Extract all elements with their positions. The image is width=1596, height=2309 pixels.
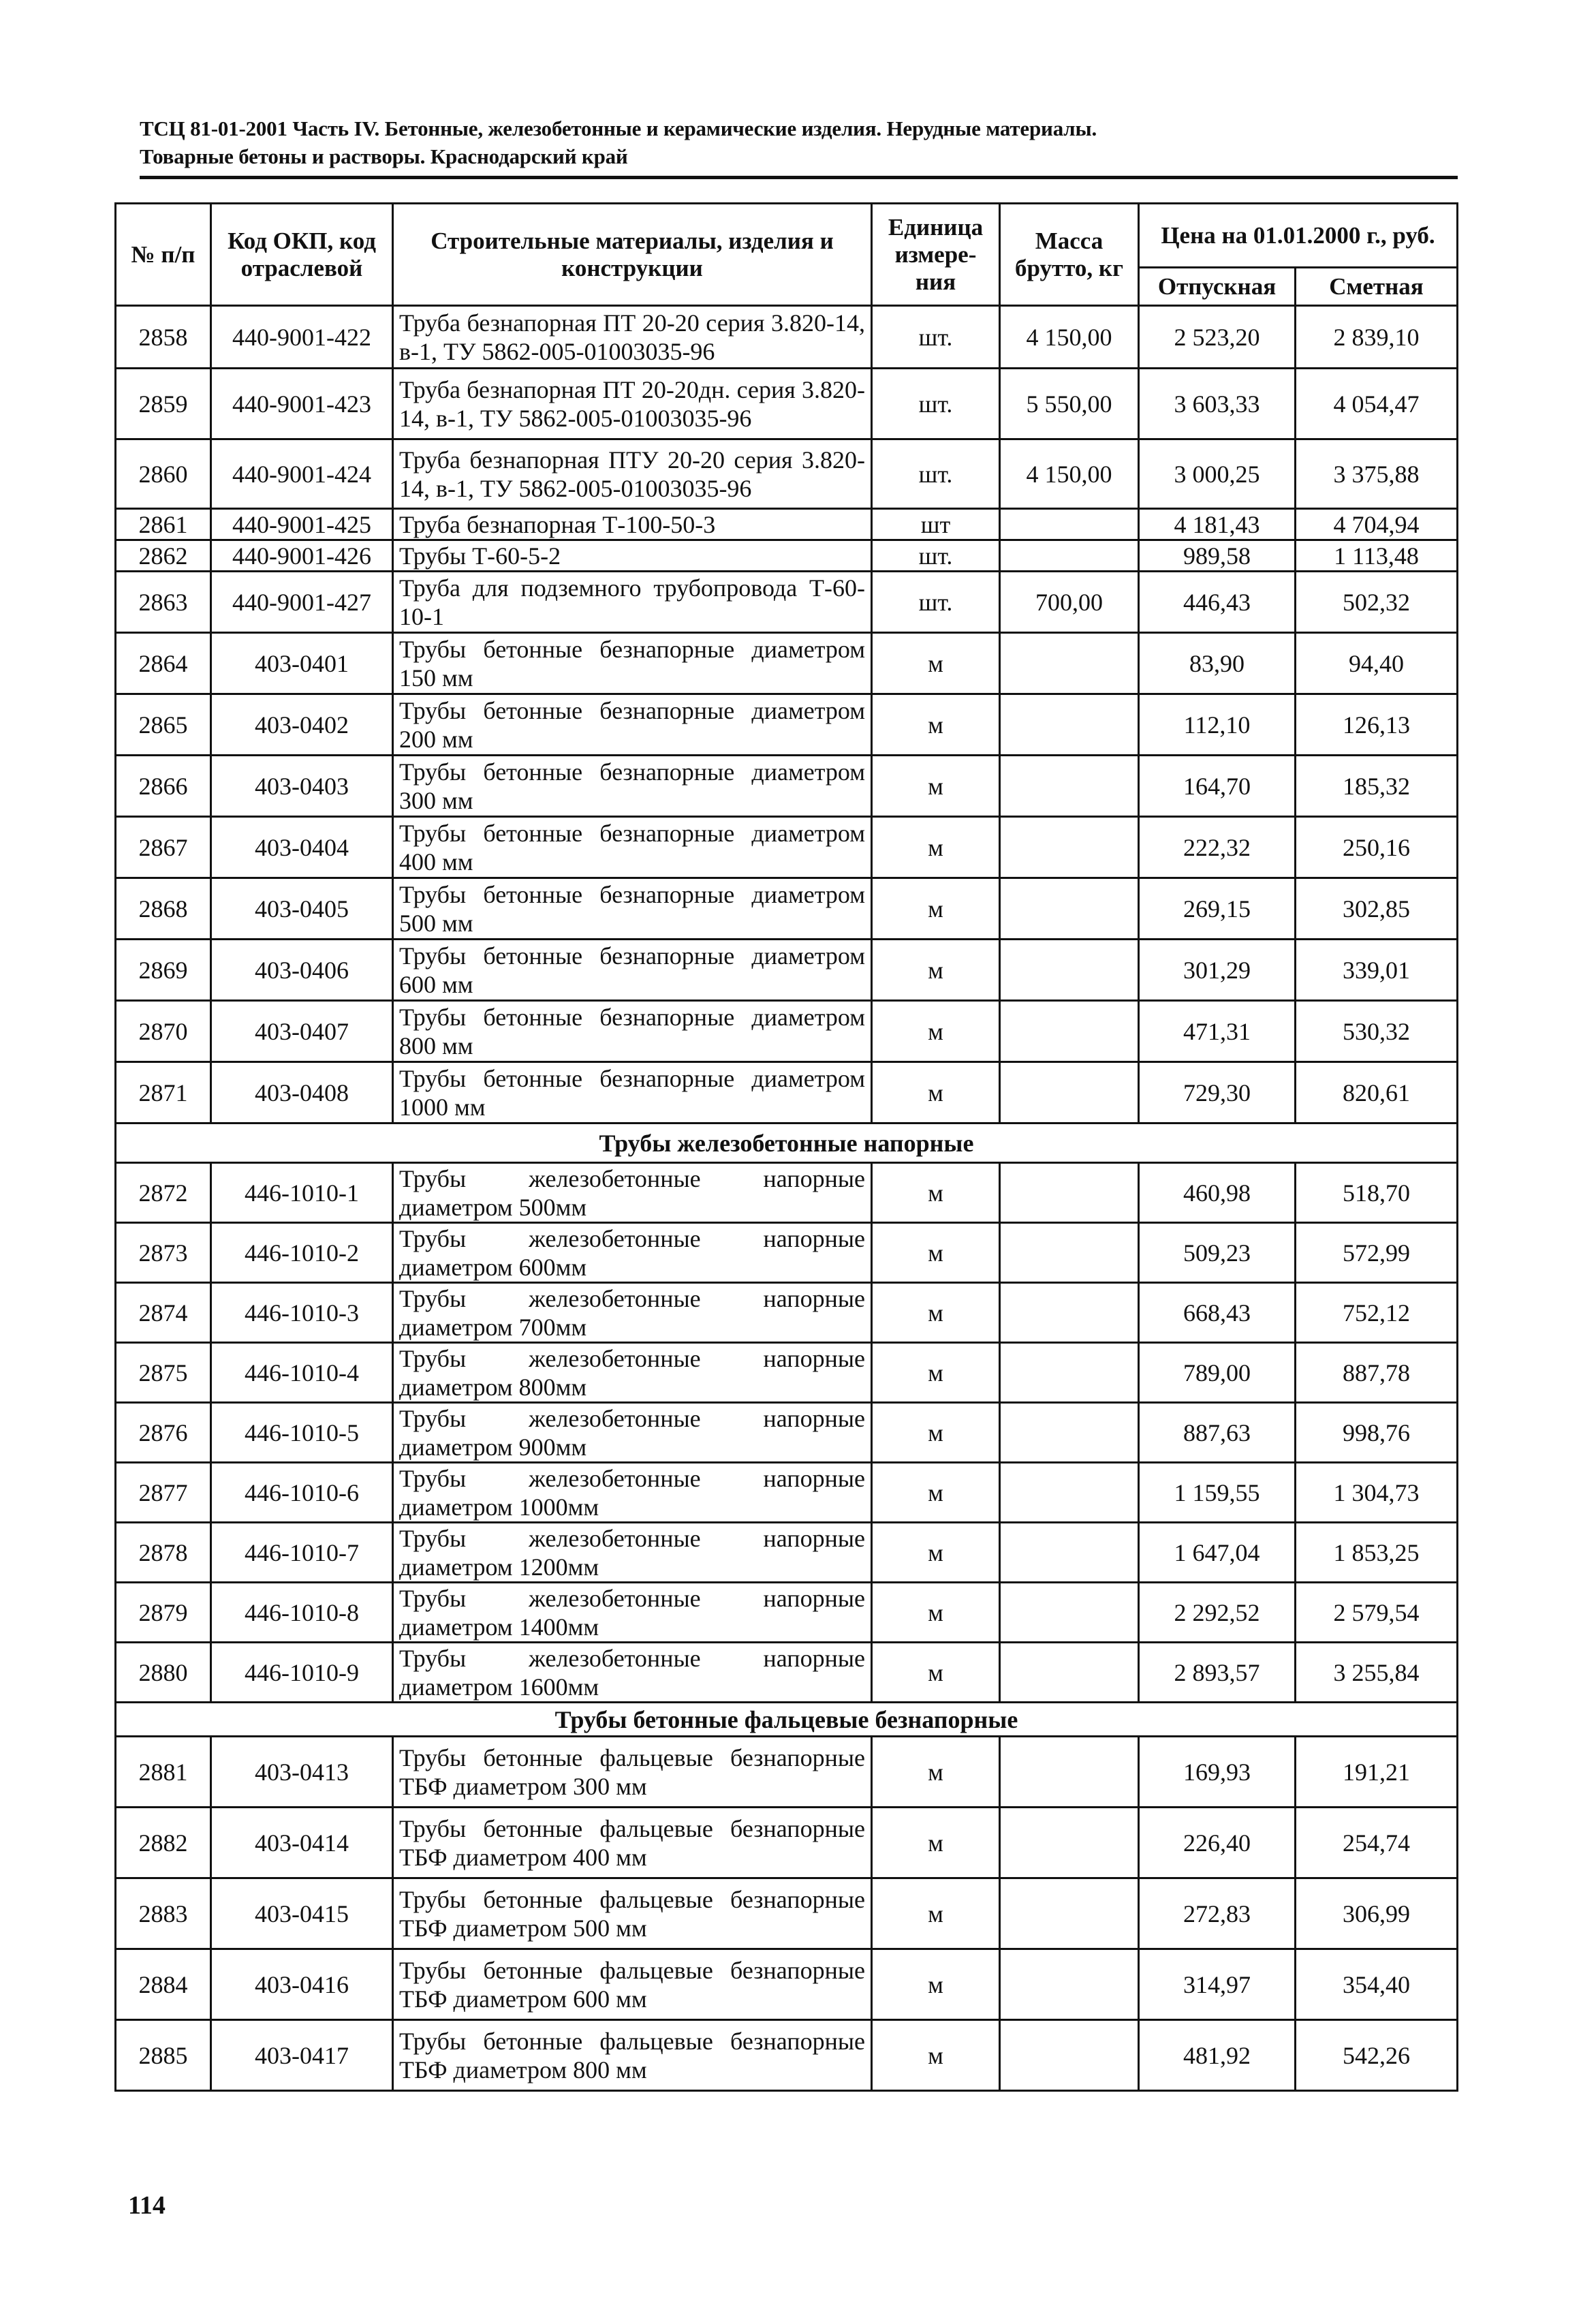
cell-name: Трубы железобетонные напорные диаметром 1600мм <box>393 1643 872 1703</box>
cell-release-price: 1 647,04 <box>1139 1523 1296 1583</box>
cell-release-price: 729,30 <box>1139 1062 1296 1123</box>
header-line-2: Товарные бетоны и растворы. Краснодарский край <box>140 144 628 168</box>
table-row <box>116 1643 1458 1703</box>
col-header-price: Цена на 01.01.2000 г., руб. <box>1139 204 1458 268</box>
table-row <box>116 1283 1458 1343</box>
col-header-unit: Единица измере- ния <box>872 204 1000 306</box>
cell-no: 2871 <box>116 1062 211 1123</box>
cell-mass <box>1000 878 1139 940</box>
cell-code: 403-0414 <box>211 1808 393 1878</box>
cell-unit: м <box>872 1403 1000 1463</box>
table-row <box>116 817 1458 878</box>
cell-no: 2879 <box>116 1583 211 1643</box>
cell-mass <box>1000 1878 1139 1949</box>
table-row <box>116 756 1458 817</box>
cell-unit: м <box>872 1463 1000 1523</box>
cell-release-price: 4 181,43 <box>1139 509 1296 540</box>
cell-no: 2878 <box>116 1523 211 1583</box>
section-row <box>116 1123 1458 1163</box>
cell-release-price: 164,70 <box>1139 756 1296 817</box>
table-head <box>116 204 1458 306</box>
cell-unit: шт <box>872 509 1000 540</box>
cell-release-price: 887,63 <box>1139 1403 1296 1463</box>
cell-name: Трубы железобетонные напорные диаметром 600мм <box>393 1223 872 1283</box>
cell-mass: 5 550,00 <box>1000 369 1139 439</box>
cell-estimate-price: 998,76 <box>1296 1403 1458 1463</box>
cell-name: Трубы железобетонные напорные диаметром 1200мм <box>393 1523 872 1583</box>
cell-no: 2862 <box>116 540 211 572</box>
cell-code: 446-1010-5 <box>211 1403 393 1463</box>
cell-code: 403-0404 <box>211 817 393 878</box>
cell-no: 2864 <box>116 633 211 694</box>
cell-name: Трубы железобетонные напорные диаметром 900мм <box>393 1403 872 1463</box>
cell-mass <box>1000 509 1139 540</box>
cell-mass <box>1000 756 1139 817</box>
cell-no: 2867 <box>116 817 211 878</box>
cell-name: Труба для подземного трубопровода Т-60-10-1 <box>393 572 872 633</box>
cell-unit: шт. <box>872 369 1000 439</box>
cell-unit: м <box>872 633 1000 694</box>
cell-name: Трубы бетонные безнапорные диаметром 1000 мм <box>393 1062 872 1123</box>
cell-name: Трубы бетонные безнапорные диаметром 600 мм <box>393 940 872 1001</box>
table-row <box>116 439 1458 509</box>
cell-code: 403-0408 <box>211 1062 393 1123</box>
cell-estimate-price: 530,32 <box>1296 1001 1458 1062</box>
table-row <box>116 1949 1458 2020</box>
cell-code: 403-0415 <box>211 1878 393 1949</box>
cell-unit: м <box>872 817 1000 878</box>
cell-code: 403-0413 <box>211 1737 393 1808</box>
cell-code: 446-1010-4 <box>211 1343 393 1403</box>
cell-estimate-price: 191,21 <box>1296 1737 1458 1808</box>
cell-name: Трубы бетонные безнапорные диаметром 150 мм <box>393 633 872 694</box>
cell-no: 2872 <box>116 1163 211 1223</box>
cell-estimate-price: 820,61 <box>1296 1062 1458 1123</box>
table-row <box>116 1163 1458 1223</box>
cell-code: 403-0416 <box>211 1949 393 2020</box>
cell-estimate-price: 339,01 <box>1296 940 1458 1001</box>
table-row <box>116 1583 1458 1643</box>
cell-mass <box>1000 1949 1139 2020</box>
cell-release-price: 481,92 <box>1139 2020 1296 2091</box>
cell-unit: шт. <box>872 572 1000 633</box>
cell-code: 403-0402 <box>211 694 393 756</box>
col-header-estimate: Сметная <box>1296 268 1458 306</box>
cell-name: Трубы бетонные фальцевые безнапорные ТБФ диаметром 300 мм <box>393 1737 872 1808</box>
table-row <box>116 2020 1458 2091</box>
cell-unit: м <box>872 1583 1000 1643</box>
cell-code: 440-9001-427 <box>211 572 393 633</box>
cell-estimate-price: 752,12 <box>1296 1283 1458 1343</box>
cell-no: 2873 <box>116 1223 211 1283</box>
section-heading-c <box>116 1703 1458 1737</box>
table-body-folded-nonpressure <box>116 1737 1458 2091</box>
cell-release-price: 301,29 <box>1139 940 1296 1001</box>
cell-name: Трубы бетонные безнапорные диаметром 400 мм <box>393 817 872 878</box>
cell-mass <box>1000 1643 1139 1703</box>
col-header-release: Отпускная <box>1139 268 1296 306</box>
cell-name: Труба безнапорная ПТ 20-20 серия 3.820-14, в-1, ТУ 5862-005-01003035-96 <box>393 306 872 369</box>
cell-no: 2866 <box>116 756 211 817</box>
table-row <box>116 1463 1458 1523</box>
cell-estimate-price: 572,99 <box>1296 1223 1458 1283</box>
cell-release-price: 269,15 <box>1139 878 1296 940</box>
cell-mass <box>1000 540 1139 572</box>
cell-name: Трубы железобетонные напорные диаметром 800мм <box>393 1343 872 1403</box>
cell-unit: м <box>872 1523 1000 1583</box>
cell-release-price: 2 292,52 <box>1139 1583 1296 1643</box>
cell-unit: м <box>872 1001 1000 1062</box>
cell-code: 446-1010-9 <box>211 1643 393 1703</box>
cell-unit: м <box>872 1062 1000 1123</box>
cell-release-price: 1 159,55 <box>1139 1463 1296 1523</box>
table-row <box>116 1001 1458 1062</box>
cell-mass <box>1000 1463 1139 1523</box>
cell-unit: м <box>872 1163 1000 1223</box>
cell-mass <box>1000 1163 1139 1223</box>
cell-estimate-price: 185,32 <box>1296 756 1458 817</box>
cell-mass <box>1000 940 1139 1001</box>
cell-name: Трубы бетонные фальцевые безнапорные ТБФ диаметром 400 мм <box>393 1808 872 1878</box>
cell-no: 2885 <box>116 2020 211 2091</box>
cell-estimate-price: 250,16 <box>1296 817 1458 878</box>
table-row <box>116 509 1458 540</box>
section-title-folded-nonpressure: Трубы бетонные фальцевые безнапорные <box>116 1703 1458 1737</box>
cell-code: 403-0407 <box>211 1001 393 1062</box>
cell-release-price: 314,97 <box>1139 1949 1296 2020</box>
cell-name: Трубы бетонные фальцевые безнапорные ТБФ диаметром 500 мм <box>393 1878 872 1949</box>
cell-unit: м <box>872 694 1000 756</box>
cell-release-price: 112,10 <box>1139 694 1296 756</box>
cell-no: 2884 <box>116 1949 211 2020</box>
cell-unit: м <box>872 940 1000 1001</box>
cell-release-price: 471,31 <box>1139 1001 1296 1062</box>
cell-name: Трубы железобетонные напорные диаметром 700мм <box>393 1283 872 1343</box>
cell-mass <box>1000 694 1139 756</box>
cell-no: 2859 <box>116 369 211 439</box>
table-body-pipes-nonpressure <box>116 306 1458 1123</box>
cell-name: Труба безнапорная ПТ 20-20дн. серия 3.820-14, в-1, ТУ 5862-005-01003035-96 <box>393 369 872 439</box>
cell-mass <box>1000 1737 1139 1808</box>
cell-estimate-price: 3 255,84 <box>1296 1643 1458 1703</box>
table-row <box>116 633 1458 694</box>
cell-unit: шт. <box>872 540 1000 572</box>
cell-unit: м <box>872 2020 1000 2091</box>
cell-code: 403-0403 <box>211 756 393 817</box>
table-row <box>116 1403 1458 1463</box>
table-row <box>116 1062 1458 1123</box>
cell-unit: шт. <box>872 306 1000 369</box>
cell-unit: м <box>872 1878 1000 1949</box>
cell-release-price: 83,90 <box>1139 633 1296 694</box>
cell-mass <box>1000 1808 1139 1878</box>
table-row <box>116 369 1458 439</box>
cell-mass <box>1000 817 1139 878</box>
cell-mass: 4 150,00 <box>1000 439 1139 509</box>
cell-name: Трубы бетонные фальцевые безнапорные ТБФ диаметром 800 мм <box>393 2020 872 2091</box>
cell-estimate-price: 4 704,94 <box>1296 509 1458 540</box>
cell-release-price: 222,32 <box>1139 817 1296 878</box>
cell-estimate-price: 887,78 <box>1296 1343 1458 1403</box>
cell-name: Трубы бетонные фальцевые безнапорные ТБФ диаметром 600 мм <box>393 1949 872 2020</box>
cell-unit: м <box>872 1643 1000 1703</box>
cell-name: Трубы бетонные безнапорные диаметром 300 мм <box>393 756 872 817</box>
cell-release-price: 789,00 <box>1139 1343 1296 1403</box>
table-row <box>116 940 1458 1001</box>
cell-mass <box>1000 1523 1139 1583</box>
cell-unit: м <box>872 1343 1000 1403</box>
cell-estimate-price: 3 375,88 <box>1296 439 1458 509</box>
table-row <box>116 1343 1458 1403</box>
table-row <box>116 540 1458 572</box>
cell-name: Трубы бетонные безнапорные диаметром 500 мм <box>393 878 872 940</box>
cell-no: 2877 <box>116 1463 211 1523</box>
cell-no: 2876 <box>116 1403 211 1463</box>
cell-unit: м <box>872 1223 1000 1283</box>
cell-estimate-price: 306,99 <box>1296 1878 1458 1949</box>
cell-release-price: 169,93 <box>1139 1737 1296 1808</box>
cell-mass <box>1000 1583 1139 1643</box>
cell-unit: м <box>872 1808 1000 1878</box>
cell-estimate-price: 502,32 <box>1296 572 1458 633</box>
cell-no: 2863 <box>116 572 211 633</box>
cell-no: 2883 <box>116 1878 211 1949</box>
table-body-reinforced-pressure <box>116 1163 1458 1703</box>
cell-code: 403-0406 <box>211 940 393 1001</box>
price-table <box>114 202 1458 2092</box>
cell-unit: м <box>872 1283 1000 1343</box>
cell-estimate-price: 254,74 <box>1296 1808 1458 1878</box>
cell-code: 403-0417 <box>211 2020 393 2091</box>
cell-name: Труба безнапорная ПТУ 20-20 серия 3.820-14, в-1, ТУ 5862-005-01003035-96 <box>393 439 872 509</box>
cell-estimate-price: 126,13 <box>1296 694 1458 756</box>
cell-code: 446-1010-2 <box>211 1223 393 1283</box>
col-header-code: Код ОКП, код отраслевой <box>211 204 393 306</box>
cell-unit: м <box>872 1949 1000 2020</box>
cell-estimate-price: 542,26 <box>1296 2020 1458 2091</box>
cell-name: Трубы бетонные безнапорные диаметром 200 мм <box>393 694 872 756</box>
cell-code: 446-1010-3 <box>211 1283 393 1343</box>
cell-code: 440-9001-424 <box>211 439 393 509</box>
cell-release-price: 460,98 <box>1139 1163 1296 1223</box>
table-row <box>116 694 1458 756</box>
cell-estimate-price: 302,85 <box>1296 878 1458 940</box>
cell-mass <box>1000 1283 1139 1343</box>
cell-release-price: 509,23 <box>1139 1223 1296 1283</box>
cell-no: 2880 <box>116 1643 211 1703</box>
cell-no: 2870 <box>116 1001 211 1062</box>
cell-mass <box>1000 1223 1139 1283</box>
cell-release-price: 2 893,57 <box>1139 1643 1296 1703</box>
cell-no: 2882 <box>116 1808 211 1878</box>
cell-estimate-price: 2 579,54 <box>1296 1583 1458 1643</box>
cell-release-price: 226,40 <box>1139 1808 1296 1878</box>
cell-no: 2861 <box>116 509 211 540</box>
cell-no: 2860 <box>116 439 211 509</box>
cell-no: 2874 <box>116 1283 211 1343</box>
cell-release-price: 668,43 <box>1139 1283 1296 1343</box>
table-row <box>116 572 1458 633</box>
cell-estimate-price: 1 853,25 <box>1296 1523 1458 1583</box>
table-row <box>116 1223 1458 1283</box>
cell-no: 2868 <box>116 878 211 940</box>
cell-code: 446-1010-7 <box>211 1523 393 1583</box>
cell-release-price: 3 603,33 <box>1139 369 1296 439</box>
cell-name: Трубы железобетонные напорные диаметром 1400мм <box>393 1583 872 1643</box>
cell-estimate-price: 354,40 <box>1296 1949 1458 2020</box>
cell-name: Труба безнапорная Т-100-50-3 <box>393 509 872 540</box>
table-row <box>116 306 1458 369</box>
cell-estimate-price: 4 054,47 <box>1296 369 1458 439</box>
document-header <box>140 114 1458 170</box>
cell-release-price: 272,83 <box>1139 1878 1296 1949</box>
header-row <box>116 204 1458 268</box>
cell-code: 403-0405 <box>211 878 393 940</box>
cell-unit: м <box>872 878 1000 940</box>
section-title-reinforced-pressure: Трубы железобетонные напорные <box>116 1123 1458 1163</box>
cell-release-price: 989,58 <box>1139 540 1296 572</box>
cell-code: 440-9001-425 <box>211 509 393 540</box>
table-row <box>116 1737 1458 1808</box>
cell-estimate-price: 2 839,10 <box>1296 306 1458 369</box>
col-header-mass: Масса брутто, кг <box>1000 204 1139 306</box>
cell-unit: м <box>872 1737 1000 1808</box>
table-row <box>116 1878 1458 1949</box>
cell-no: 2865 <box>116 694 211 756</box>
cell-no: 2858 <box>116 306 211 369</box>
table-row <box>116 1808 1458 1878</box>
section-row <box>116 1703 1458 1737</box>
cell-estimate-price: 1 304,73 <box>1296 1463 1458 1523</box>
cell-release-price: 2 523,20 <box>1139 306 1296 369</box>
cell-code: 440-9001-426 <box>211 540 393 572</box>
cell-code: 440-9001-422 <box>211 306 393 369</box>
cell-estimate-price: 94,40 <box>1296 633 1458 694</box>
section-heading-b <box>116 1123 1458 1163</box>
cell-mass <box>1000 633 1139 694</box>
cell-no: 2881 <box>116 1737 211 1808</box>
cell-mass <box>1000 1403 1139 1463</box>
cell-mass <box>1000 2020 1139 2091</box>
cell-mass <box>1000 1343 1139 1403</box>
cell-name: Трубы бетонные безнапорные диаметром 800 мм <box>393 1001 872 1062</box>
cell-name: Трубы железобетонные напорные диаметром 500мм <box>393 1163 872 1223</box>
table-row <box>116 878 1458 940</box>
table-row <box>116 1523 1458 1583</box>
page-number: 114 <box>128 2191 166 2220</box>
col-header-name: Строительные материалы, изделия и конструкции <box>393 204 872 306</box>
cell-unit: шт. <box>872 439 1000 509</box>
cell-code: 403-0401 <box>211 633 393 694</box>
cell-mass <box>1000 1062 1139 1123</box>
cell-no: 2875 <box>116 1343 211 1403</box>
cell-code: 446-1010-8 <box>211 1583 393 1643</box>
cell-estimate-price: 1 113,48 <box>1296 540 1458 572</box>
cell-mass: 700,00 <box>1000 572 1139 633</box>
cell-code: 446-1010-6 <box>211 1463 393 1523</box>
cell-release-price: 3 000,25 <box>1139 439 1296 509</box>
cell-estimate-price: 518,70 <box>1296 1163 1458 1223</box>
col-header-no: № п/п <box>116 204 211 306</box>
cell-no: 2869 <box>116 940 211 1001</box>
header-rule <box>140 176 1458 179</box>
cell-mass: 4 150,00 <box>1000 306 1139 369</box>
cell-name: Трубы железобетонные напорные диаметром 1000мм <box>393 1463 872 1523</box>
cell-unit: м <box>872 756 1000 817</box>
cell-code: 440-9001-423 <box>211 369 393 439</box>
cell-name: Трубы Т-60-5-2 <box>393 540 872 572</box>
cell-code: 446-1010-1 <box>211 1163 393 1223</box>
cell-release-price: 446,43 <box>1139 572 1296 633</box>
cell-mass <box>1000 1001 1139 1062</box>
header-line-1: ТСЦ 81-01-2001 Часть IV. Бетонные, железобетонные и керамические изделия. Нерудные материалы. <box>140 117 1097 140</box>
